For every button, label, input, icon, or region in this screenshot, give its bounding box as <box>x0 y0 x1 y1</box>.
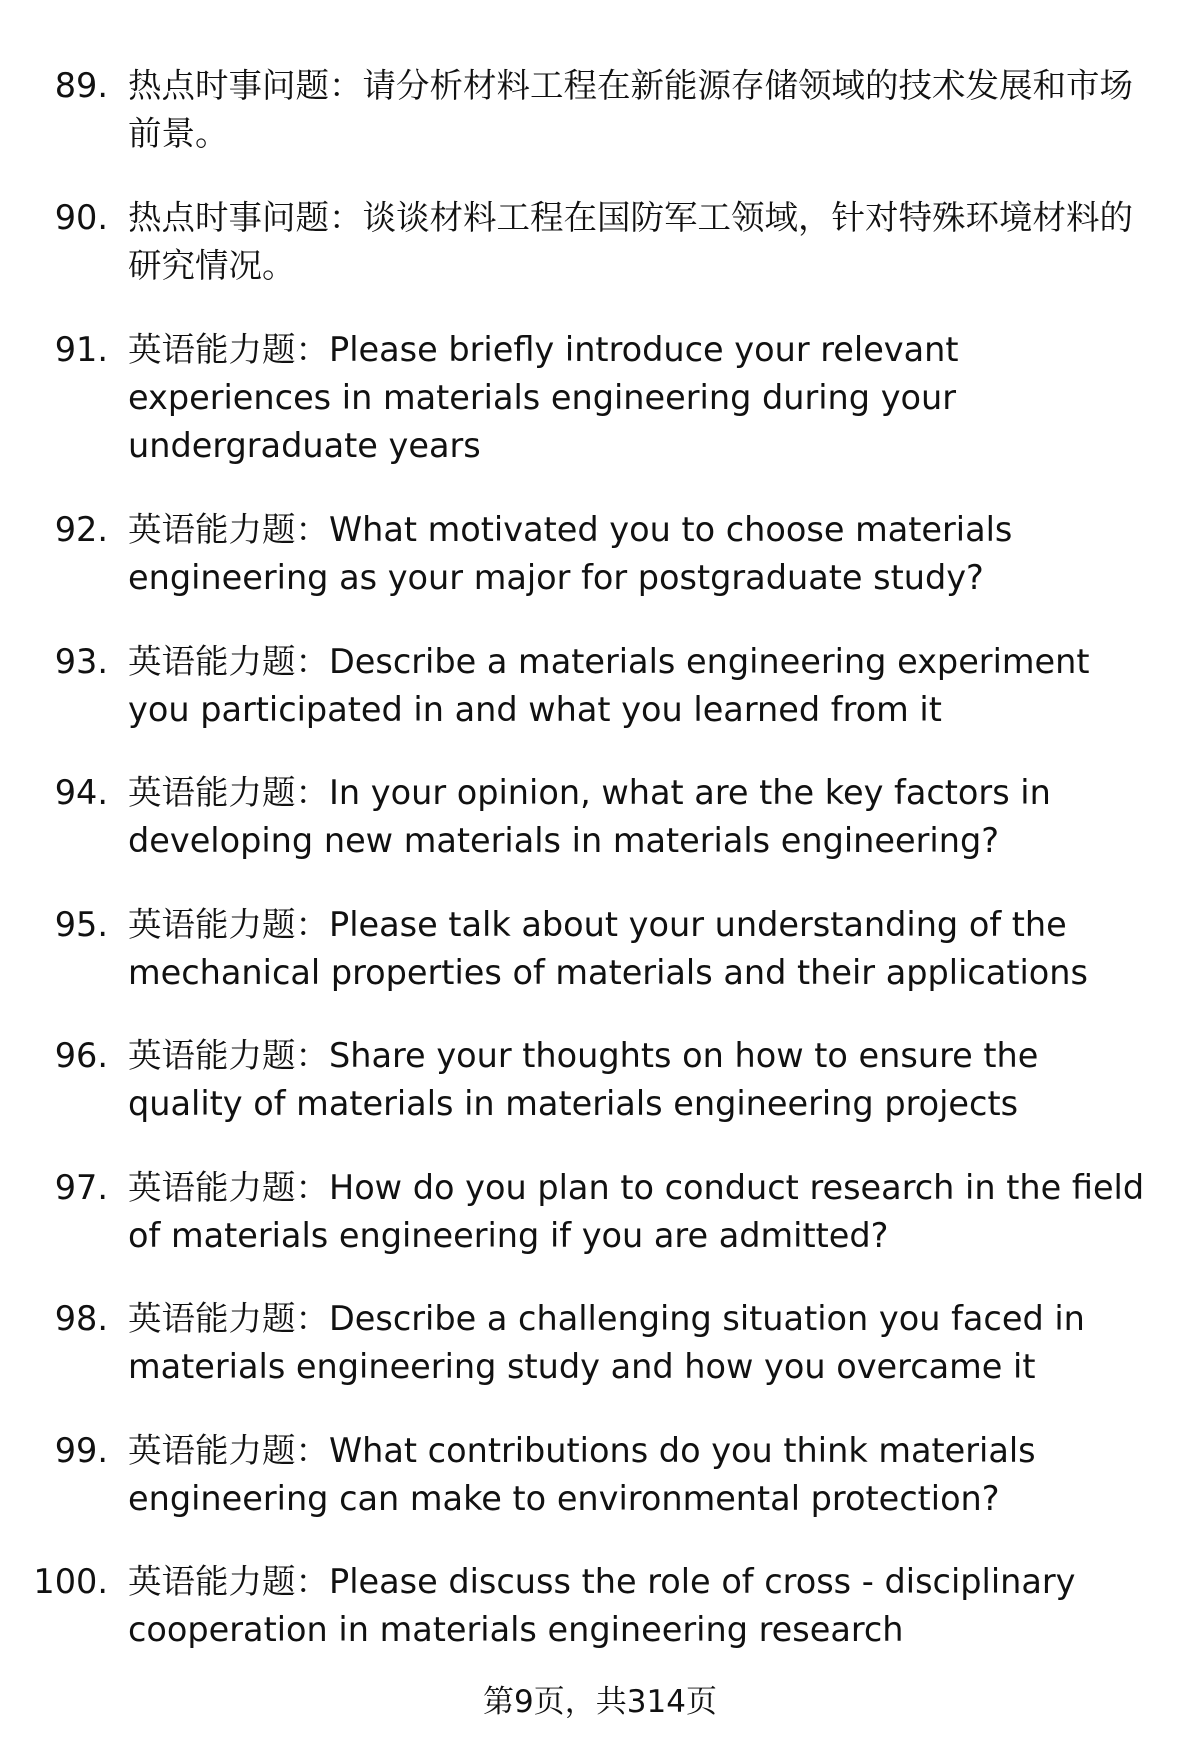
page-footer: 第9页，共314页 <box>483 1684 717 1720</box>
question-text: 英语能力题：Share your thoughts on how to ensure the quality of materials in materials engineering projects <box>128 1036 1039 1123</box>
question-number: 92. <box>54 510 108 549</box>
question-number: 89. <box>54 66 108 105</box>
question-text: 热点时事问题：谈谈材料工程在国防军工领域，针对特殊环境材料的研究情况。 <box>128 198 1133 285</box>
question-text: 英语能力题：Please discuss the role of cross - disciplinary cooperation in materials engineering research <box>128 1562 1076 1649</box>
question-text: 英语能力题：What motivated you to choose materials engineering as your major for postgraduate study? <box>128 510 1013 597</box>
question-text: 英语能力题：How do you plan to conduct research in the field of materials engineering if you are admitted? <box>128 1168 1145 1255</box>
question-text: 英语能力题：Please briefly introduce your relevant experiences in materials engineering during your undergraduate years <box>128 330 959 465</box>
question-number: 98. <box>54 1299 108 1338</box>
question-text: 英语能力题：What contributions do you think materials engineering can make to environmental protection? <box>128 1431 1036 1518</box>
question-number: 90. <box>54 198 108 237</box>
question-number: 93. <box>54 642 108 681</box>
question-number: 97. <box>54 1168 108 1207</box>
question-number: 94. <box>54 773 108 812</box>
question-number: 91. <box>54 330 108 369</box>
question-text: 英语能力题：Describe a materials engineering experiment you participated in and what you learned from it <box>128 642 1090 729</box>
question-text: 英语能力题：Please talk about your understanding of the mechanical properties of materials and their applications <box>128 905 1088 992</box>
question-text: 英语能力题：Describe a challenging situation you faced in materials engineering study and how you overcame it <box>128 1299 1085 1386</box>
question-text: 热点时事问题：请分析材料工程在新能源存储领域的技术发展和市场前景。 <box>128 66 1133 153</box>
question-number: 100. <box>33 1562 108 1601</box>
question-number: 95. <box>54 905 108 944</box>
question-text: 英语能力题：In your opinion, what are the key factors in developing new materials in materials engineering? <box>128 773 1051 860</box>
question-number: 99. <box>54 1431 108 1470</box>
question-number: 96. <box>54 1036 108 1075</box>
